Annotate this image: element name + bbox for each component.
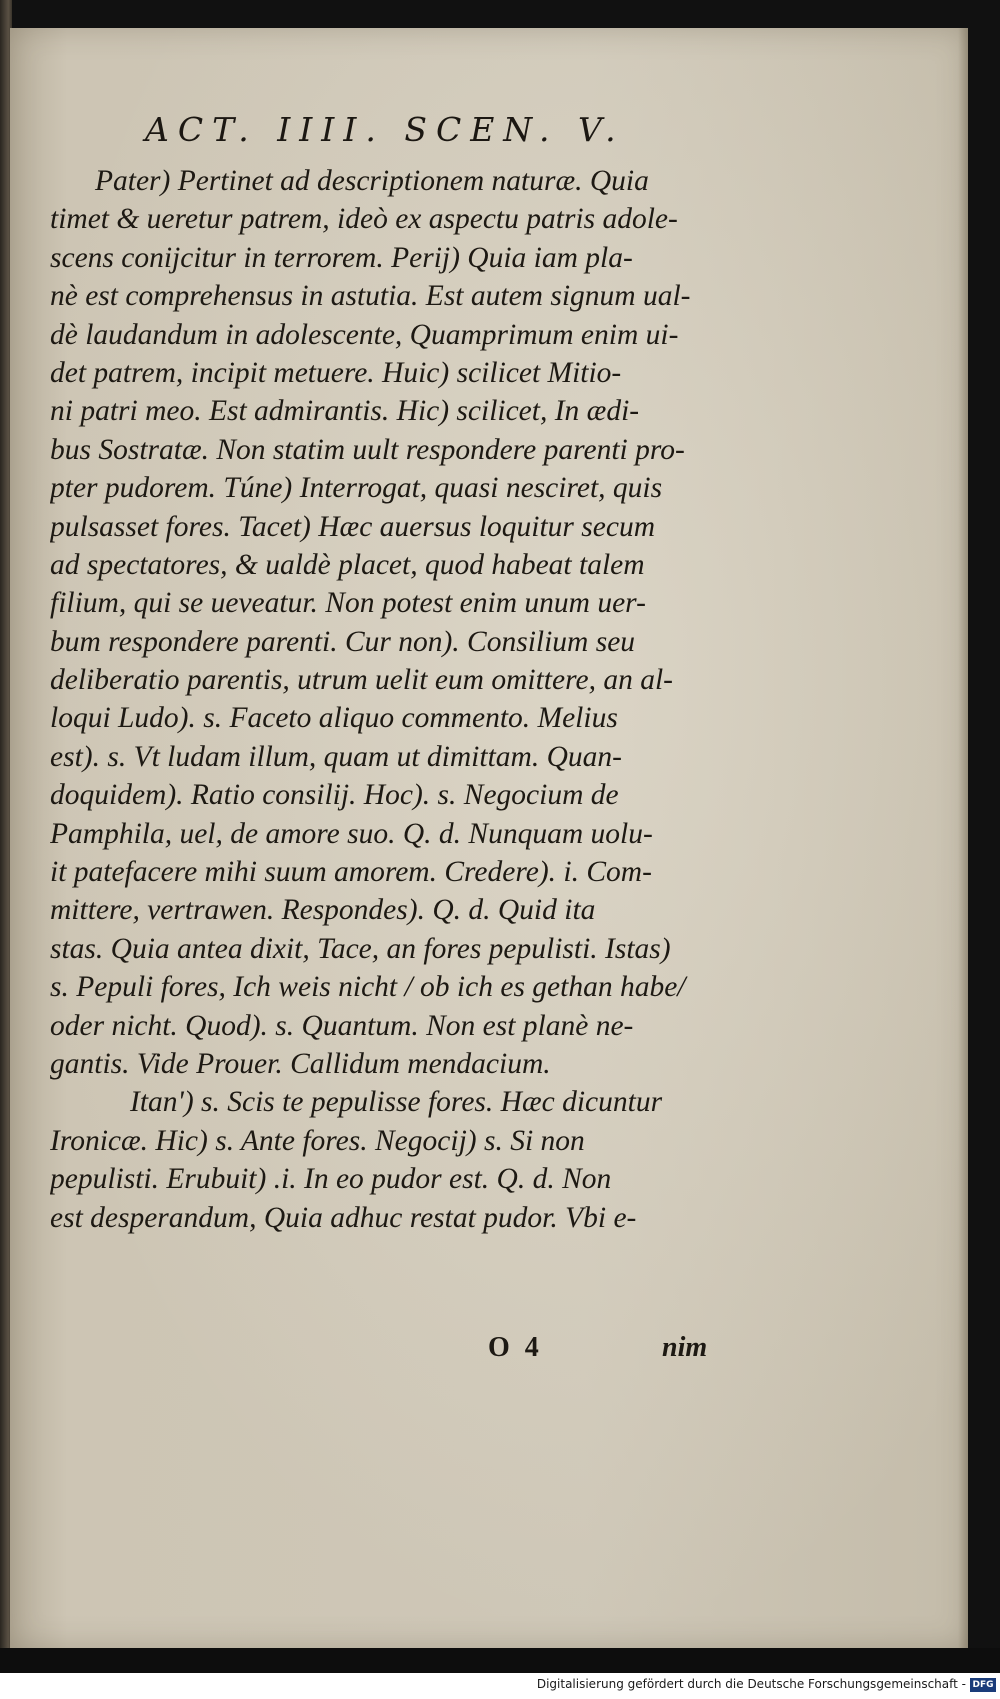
text-line: est). s. Vt ludam illum, quam ut dimittam. Quan-	[50, 740, 622, 773]
text-line: bum respondere parenti. Cur non). Consilium seu	[50, 625, 636, 658]
text-line: s. Pepuli fores, Ich weis nicht / ob ich es gethan habe/	[50, 971, 686, 1004]
text-line: oder nicht. Quod). s. Quantum. Non est planè ne-	[50, 1009, 634, 1042]
text-line: it patefacere mihi suum amorem. Credere). i. Com-	[50, 856, 652, 889]
text-line: pepulisti. Erubuit) .i. In eo pudor est. Q. d. Non	[50, 1163, 612, 1196]
text-line: mittere, vertrawen. Respondes). Q. d. Quid ita	[50, 894, 596, 927]
text-line: Itan') s. Scis te pepulisse fores. Hæc dicuntur	[130, 1086, 663, 1119]
text-line: deliberatio parentis, utrum uelit eum omittere, an al-	[50, 664, 673, 697]
text-line: ad spectatores, & ualdè placet, quod habeat talem	[50, 548, 645, 581]
catchword: nim	[662, 1332, 708, 1363]
page-edge-shadow	[958, 28, 968, 1648]
text-line: filium, qui se ueveatur. Non potest enim unum uer-	[50, 587, 646, 620]
page-body-text	[50, 162, 730, 1237]
text-line: bus Sostratæ. Non statim uult respondere parenti pro-	[50, 433, 685, 466]
text-line: stas. Quia antea dixit, Tace, an fores pepulisti. Istas)	[50, 932, 671, 965]
text-line: Ironicæ. Hic) s. Ante fores. Negocij) s. Si non	[50, 1124, 585, 1157]
dfg-logo-icon: DFG	[970, 1678, 996, 1692]
running-title: ACT. IIII. SCEN. V.	[145, 110, 625, 149]
text-line: loqui Ludo). s. Faceto aliquo commento. Melius	[50, 702, 618, 735]
text-line: gantis. Vide Prouer. Callidum mendacium.	[50, 1047, 551, 1080]
text-line: Pater) Pertinet ad descriptionem naturæ. Quia	[95, 165, 649, 197]
text-line: dè laudandum in adolescente, Quamprimum enim ui-	[50, 318, 679, 351]
text-line: est desperandum, Quia adhuc restat pudor. Vbi e-	[50, 1201, 637, 1234]
text-line: pter pudorem. Túne) Interrogat, quasi nesciret, quis	[50, 472, 663, 505]
text-line: pulsasset fores. Tacet) Hæc auersus loquitur secum	[50, 510, 656, 543]
credit-text: Digitalisierung gefördert durch die Deutsche Forschungsgemeinschaft -	[536, 1677, 966, 1691]
text-line: ni patri meo. Est admirantis. Hic) scilicet, In ædi-	[50, 395, 640, 428]
text-line: scens conijcitur in terrorem. Perij) Quia iam pla-	[50, 241, 633, 274]
signature-mark: O 4	[488, 1332, 543, 1363]
text-line: nè est comprehensus in astutia. Est autem signum ual-	[50, 280, 691, 313]
digitization-credit-bar	[0, 1673, 1000, 1699]
text-line: doquidem). Ratio consilij. Hoc). s. Negocium de	[50, 779, 619, 812]
text-line: Pamphila, uel, de amore suo. Q. d. Nunquam uolu-	[50, 817, 653, 850]
scan-bottom-margin	[0, 1648, 1000, 1673]
text-line: timet & ueretur patrem, ideò ex aspectu patris adole-	[50, 203, 678, 236]
text-line: det patrem, incipit metuere. Huic) scilicet Mitio-	[50, 356, 622, 389]
